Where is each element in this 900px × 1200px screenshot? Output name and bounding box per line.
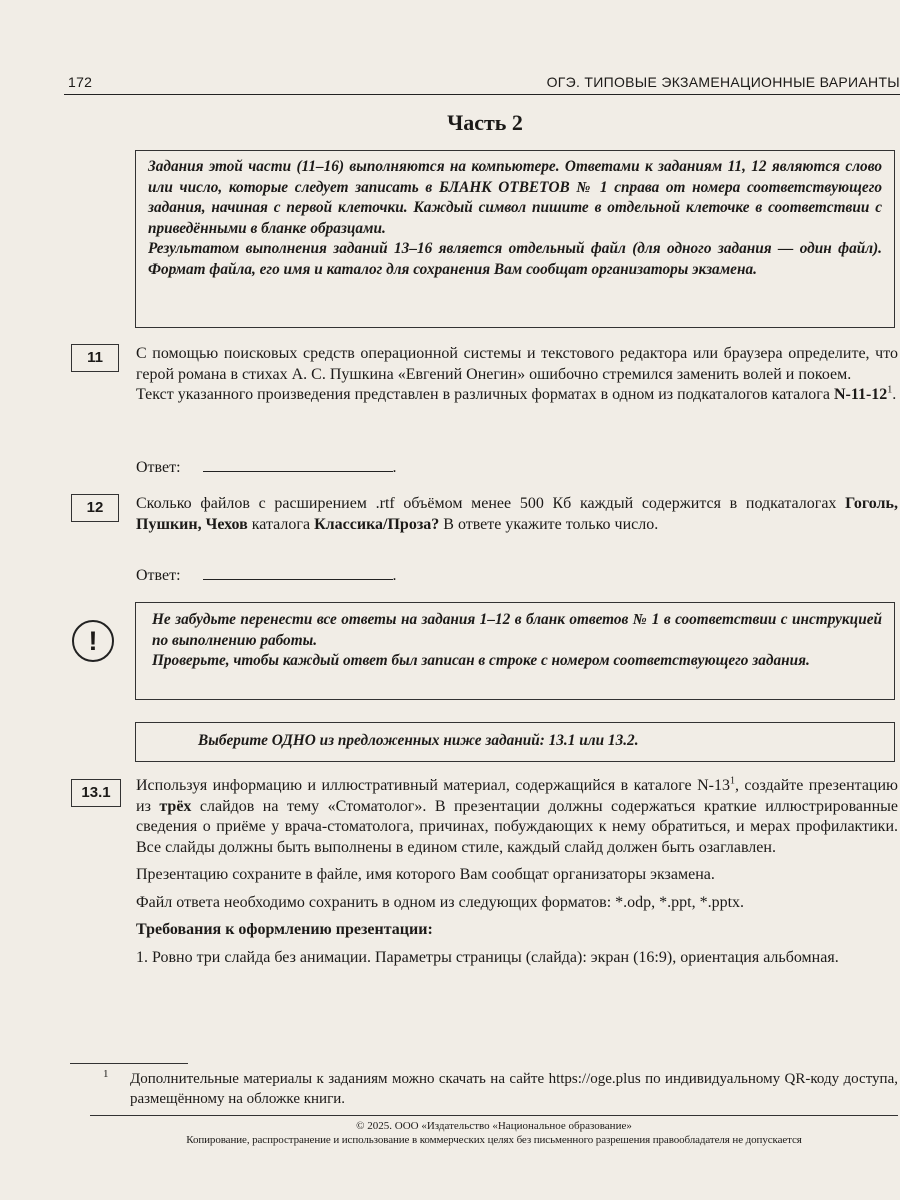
footnote-divider <box>70 1063 188 1064</box>
choice-text: Выберите ОДНО из предложенных ниже заданий: 13.1 или 13.2. <box>198 732 639 749</box>
footer-divider <box>90 1115 898 1116</box>
footnote-ref: 1 <box>729 775 735 787</box>
emphasis: трёх <box>159 797 192 815</box>
footnote-mark: 1 <box>103 1068 109 1080</box>
catalog-name: Классика/Проза? <box>314 515 440 533</box>
answer-line <box>203 565 393 580</box>
task-13-1-text <box>136 776 898 968</box>
copyright-line: © 2025. ООО «Издательство «Национальное образование» <box>356 1120 632 1132</box>
task-13-1-paragraph: Презентацию сохраните в файле, имя которого Вам сообщат организаторы экзамена. <box>136 866 715 883</box>
catalog-name: N-11-12 <box>833 386 888 403</box>
instructions-box <box>135 150 895 328</box>
task-11-paragraph: Текст указанного произведения представлен в различных форматах в одном из подкаталогов каталога $N-11-12^1$. <box>136 384 897 403</box>
task-number-11: 11 <box>71 344 119 372</box>
answer-line <box>203 457 393 472</box>
legal-notice: Копирование, распространение и использование в коммерческих целях без письменного разрешения правообладателя не допускается <box>186 1134 802 1146</box>
footnote-text: Дополнительные материалы к заданиям можно скачать на сайте https://oge.plus по индивидуальному QR-коду доступа, размещённому на обложке книги. <box>130 1071 898 1107</box>
requirements-title: Требования к оформлению презентации: <box>136 921 433 938</box>
catalog-name: N-13 <box>697 777 730 794</box>
reminder-paragraph: Проверьте, чтобы каждый ответ был записан в строке с номером соответствующего задания. <box>152 652 810 669</box>
task-13-1-paragraph: Используя информацию и иллюстративный материал, содержащийся в каталоге $N-13^1$, создайте презентацию из трёх слайдов на тему «Стоматолог». В презентации должны содержаться краткие иллюстрированные сведения о приёме у врача-стоматолога, причинах, побуждающих к нему обратиться, и мерах профилактики. Все слайды должны быть выполнены в едином стиле, каждый слайд должен быть озаглавлен. <box>136 775 898 856</box>
answer-label: Ответ: <box>136 459 181 476</box>
page-number: 172 <box>68 74 93 90</box>
requirement-item: 1. Ровно три слайда без анимации. Параметры страницы (слайда): экран (16:9), ориентация альбомная. <box>136 948 839 966</box>
answer-field-11: Ответ: . <box>136 459 397 476</box>
task-number-13-1: 13.1 <box>71 779 121 807</box>
running-title: ОГЭ. ТИПОВЫЕ ЭКЗАМЕНАЦИОННЫЕ ВАРИАНТЫ <box>546 74 900 90</box>
footnote-ref: 1 <box>887 384 893 396</box>
exclamation-icon: ! <box>72 620 114 662</box>
answer-field-12: Ответ: . <box>136 567 397 584</box>
folder-names: Гоголь, Пушкин, Чехов <box>136 495 898 533</box>
page-header <box>64 72 900 95</box>
task-number-12: 12 <box>71 494 119 522</box>
task-11-paragraph: С помощью поисковых средств операционной системы и текстового редактора или браузера определите, что герой романа в стихах А. С. Пушкина «Евгений Онегин» ошибочно стремился заменить волей и покоем. <box>136 345 898 383</box>
part-title: Часть 2 <box>447 110 523 135</box>
answer-label: Ответ: <box>136 567 181 584</box>
instructions-paragraph: Задания этой части (11–16) выполняются на компьютере. Ответами к заданиям 11, 12 являются слово или число, которые следует записать в БЛАНК ОТВЕТОВ № 1 справа от номера соответствующего задания, начиная с первой клеточки. Каждый символ пишите в отдельной клеточке в соответствии с приведёнными в бланке образцами. <box>148 158 882 237</box>
task-11-text <box>136 344 898 406</box>
instructions-paragraph: Результатом выполнения заданий 13–16 является отдельный файл (для одного задания — один файл). Формат файла, его имя и каталог для сохранения Вам сообщат организаторы экзамена. <box>148 240 882 278</box>
choice-box <box>135 722 895 762</box>
task-12-paragraph: Сколько файлов с расширением .rtf объёмом менее 500 Кб каждый содержится в подкаталогах Гоголь, Пушкин, Чехов каталога Классика/Проза? В ответе укажите только число. <box>136 495 898 533</box>
task-12-text <box>136 494 898 535</box>
reminder-paragraph: Не забудьте перенести все ответы на задания 1–12 в бланк ответов № 1 в соответствии с инструкцией по выполнению работы. <box>152 611 882 649</box>
reminder-box <box>135 602 895 700</box>
task-13-1-paragraph: Файл ответа необходимо сохранить в одном из следующих форматов: *.odp, *.ppt, *.pptx. <box>136 893 745 911</box>
